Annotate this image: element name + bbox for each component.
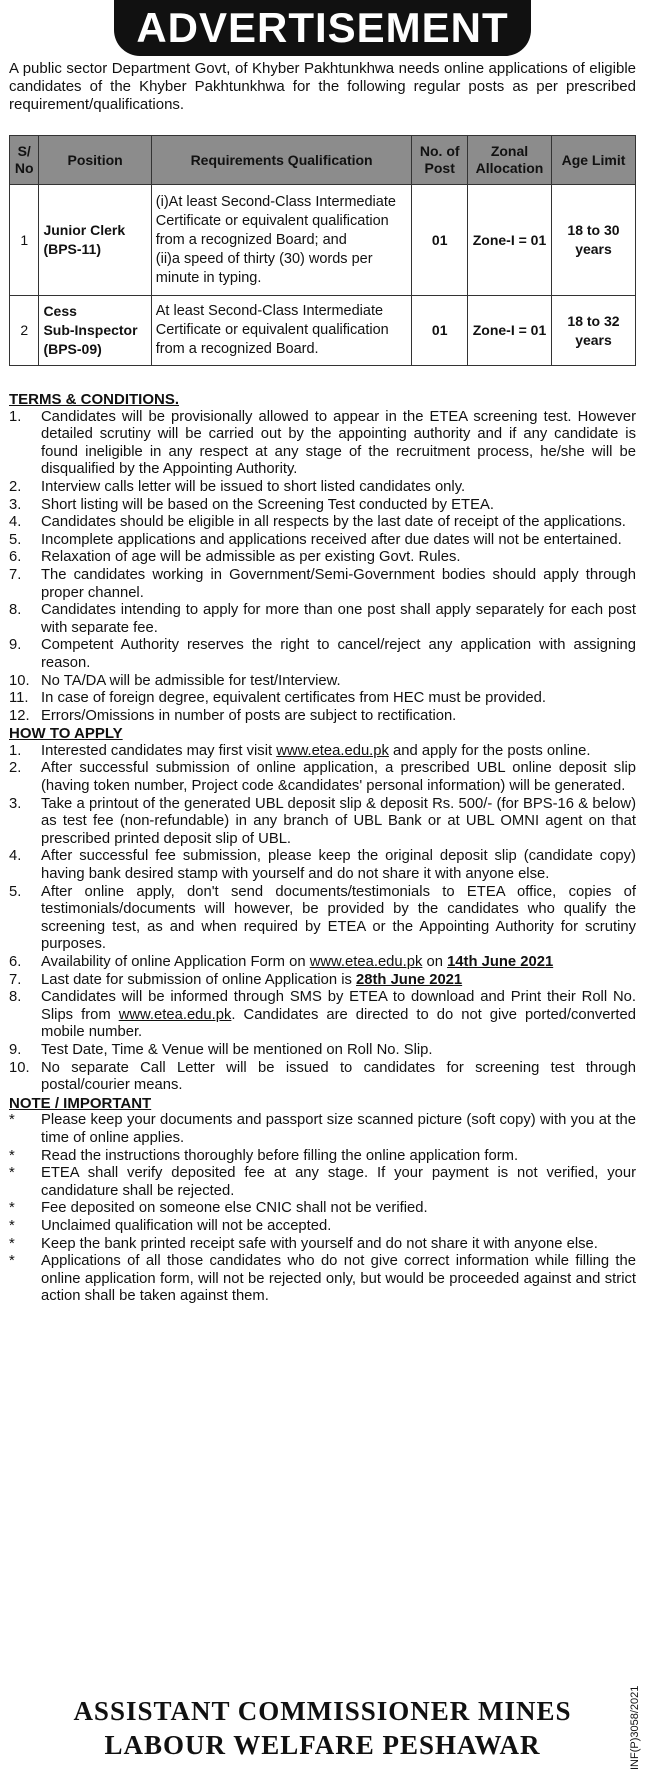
text-segment: . Candidates are directed to do not give ported/converted mobile number. xyxy=(41,1006,637,1041)
row-zonal: Zone-I = 01 xyxy=(468,296,552,366)
item-number: 1. xyxy=(9,408,22,425)
list-item xyxy=(9,479,636,497)
item-text: The candidates working in Government/Semi-Government bodies should apply through proper channel. xyxy=(41,566,636,601)
item-number: 4. xyxy=(9,514,22,531)
requirement-line: (ii)a speed of thirty (30) words per xyxy=(155,250,373,267)
requirement-line: from a recognized Board. xyxy=(155,341,319,357)
item-number: 8. xyxy=(9,602,22,619)
item-text: Competent Authority reserves the right to cancel/reject any application with assigning reason. xyxy=(41,637,636,671)
age-line: 18 to 30 xyxy=(567,222,620,238)
item-text: Applications of all those candidates who do not give correct information while filling the online application form, will not be rejected only, but would be proceeded against and strict action shall be taken against them. xyxy=(41,1253,636,1305)
item-number: 3. xyxy=(9,496,22,513)
age-line: years xyxy=(575,331,612,348)
item-text: Candidates intending to apply for more than one post shall apply separately for each post with separate fee. xyxy=(41,602,636,636)
header-posts: No. of Post xyxy=(412,136,468,185)
item-text: Test Date, Time & Venue will be mentioned on Roll No. Slip. xyxy=(41,1041,433,1058)
item-text: ETEA shall verify deposited fee at any stage. If your payment is not verified, your candidature shall be rejected. xyxy=(41,1165,636,1199)
item-number: 10. xyxy=(9,1059,30,1076)
item-number: 9. xyxy=(9,637,22,654)
issuer-line: LABOUR WELFARE PESHAWAR xyxy=(104,1730,541,1760)
posts-table xyxy=(9,135,636,366)
text-segment: Candidates will be informed through SMS by ETEA to download and Print their Roll No. Slips from xyxy=(41,989,636,1023)
list-item xyxy=(9,884,636,954)
item-text: In case of foreign degree, equivalent certificates from HEC must be provided. xyxy=(41,690,546,707)
list-item xyxy=(9,602,636,637)
item-number: 3. xyxy=(9,795,22,812)
list-item xyxy=(9,1236,636,1254)
item-number: 7. xyxy=(9,971,22,988)
note-heading: NOTE / IMPORTANT xyxy=(9,1094,152,1112)
position-line: Cess xyxy=(43,303,77,319)
bullet: * xyxy=(9,1200,15,1217)
item-text: No separate Call Letter will be issued to candidates for screening test through postal/courier means. xyxy=(41,1059,636,1094)
item-number: 12. xyxy=(9,707,30,724)
reference-text: INF(P)3058/2021 xyxy=(629,1685,641,1770)
requirement-line: Certificate or equivalent qualification xyxy=(155,212,389,229)
item-text: Candidates will be provisionally allowed to appear in the ETEA screening test. However detailed scrutiny will be carried out by the appointing authority and if any candidate is found ineligible in any respect at any stage of the recruitment process, he/she will be disqualified by the Appointing Authority. xyxy=(41,408,636,478)
header-age: Age Limit xyxy=(551,136,635,185)
item-text: Keep the bank printed receipt safe with yourself and do not share it with anyone else. xyxy=(41,1235,598,1252)
item-text: Errors/Omissions in number of posts are subject to rectification. xyxy=(41,707,457,724)
intro-paragraph: A public sector Department Govt, of Khyber Pakhtunkhwa needs online applications of eligible candidates of the Khyber Pakhtunkhwa for the following regular posts as per prescribed requirement/qualifications. xyxy=(9,60,636,113)
item-text xyxy=(41,743,636,761)
row-position xyxy=(39,296,151,366)
row-sno: 1 xyxy=(10,185,39,296)
item-number: 11. xyxy=(9,690,29,707)
text-segment: Last date for submission of online Application is xyxy=(41,971,357,988)
how-to-apply-heading: HOW TO APPLY xyxy=(9,725,123,743)
item-number: 6. xyxy=(9,549,22,566)
list-item xyxy=(9,1042,636,1060)
item-text xyxy=(41,989,636,1042)
issuer-line: ASSISTANT COMMISSIONER MINES xyxy=(73,1696,572,1726)
terms-list xyxy=(9,409,636,726)
list-item xyxy=(9,514,636,532)
terms-heading: TERMS & CONDITIONS. xyxy=(9,391,180,408)
list-item xyxy=(9,1165,636,1200)
etea-website-link[interactable]: www.etea.edu.pk xyxy=(276,742,389,759)
text-segment: Availability of online Application Form on xyxy=(41,954,310,970)
item-number: 2. xyxy=(9,478,22,495)
list-item xyxy=(9,549,636,567)
table-row xyxy=(10,296,636,366)
row-zonal: Zone-I = 01 xyxy=(468,185,552,296)
list-item xyxy=(9,760,636,795)
list-item xyxy=(9,409,636,479)
body-content xyxy=(9,391,636,1306)
note-list xyxy=(9,1112,636,1306)
row-position xyxy=(39,185,151,296)
list-item xyxy=(9,690,636,708)
last-date: 28th June 2021 xyxy=(356,971,463,988)
row-posts: 01 xyxy=(412,185,468,296)
how-to-apply-list xyxy=(9,743,636,1095)
position-line: (BPS-09) xyxy=(43,341,102,357)
item-number: 1. xyxy=(9,742,22,759)
item-number: 10. xyxy=(9,672,30,689)
item-number: 5. xyxy=(9,531,22,548)
item-text xyxy=(41,972,636,990)
bullet: * xyxy=(9,1217,15,1234)
item-text: Unclaimed qualification will not be accepted. xyxy=(41,1217,332,1234)
item-text: Incomplete applications and applications received after due dates will not be entertained. xyxy=(41,531,622,548)
list-item xyxy=(9,1060,636,1095)
item-text: Read the instructions thoroughly before filling the online application form. xyxy=(41,1147,519,1164)
list-item xyxy=(9,796,636,849)
item-number: 5. xyxy=(9,883,22,900)
requirement-line: At least Second-Class Intermediate xyxy=(155,303,384,319)
age-line: years xyxy=(575,241,612,257)
position-line: (BPS-11) xyxy=(43,241,102,257)
list-item xyxy=(9,497,636,515)
list-item xyxy=(9,1112,636,1147)
header-zonal: Zonal Allocation xyxy=(468,136,552,185)
list-item xyxy=(9,954,636,972)
list-item xyxy=(9,1253,636,1306)
requirement-line: from a recognized Board; and xyxy=(155,231,347,248)
text-segment: and apply for the posts online. xyxy=(388,742,591,759)
item-text: Interview calls letter will be issued to short listed candidates only. xyxy=(41,478,466,495)
item-text: After online apply, don't send documents/testimonials to ETEA office, copies of testimonials/documents will however, be provided by the candidates who qualify the screening test, as and when required by ETEA or the Appointing Authority for scrutiny purposes. xyxy=(41,883,636,953)
age-line: 18 to 32 xyxy=(567,312,620,329)
table-row xyxy=(10,185,636,296)
list-item xyxy=(9,1148,636,1166)
item-text: Please keep your documents and passport size scanned picture (soft copy) with you at the time of online applies. xyxy=(41,1112,636,1146)
requirement-line: (i)At least Second-Class Intermediate xyxy=(155,193,396,210)
bullet: * xyxy=(9,1147,15,1164)
item-text: Relaxation of age will be admissible as per existing Govt. Rules. xyxy=(41,549,461,566)
item-text: Candidates should be eligible in all respects by the last date of receipt of the applications. xyxy=(41,514,626,531)
availability-date: 14th June 2021 xyxy=(447,954,554,970)
issuer-signature-block xyxy=(0,1694,645,1762)
bullet: * xyxy=(9,1165,15,1182)
row-posts: 01 xyxy=(412,296,468,366)
header-sno: S/ No xyxy=(10,136,39,185)
list-item xyxy=(9,848,636,883)
item-number: 7. xyxy=(9,566,22,583)
row-age xyxy=(551,185,635,296)
list-item xyxy=(9,637,636,672)
item-text: Short listing will be based on the Screening Test conducted by ETEA. xyxy=(41,496,494,513)
list-item xyxy=(9,673,636,691)
row-requirements xyxy=(151,296,412,366)
item-number: 4. xyxy=(9,848,22,865)
list-item xyxy=(9,1218,636,1236)
reference-number xyxy=(629,1635,643,1770)
item-number: 2. xyxy=(9,760,22,777)
list-item xyxy=(9,1200,636,1218)
bullet: * xyxy=(9,1253,15,1270)
list-item xyxy=(9,532,636,550)
list-item xyxy=(9,708,636,726)
item-text: Fee deposited on someone else CNIC shall not be verified. xyxy=(41,1200,428,1217)
item-text: No TA/DA will be admissible for test/Interview. xyxy=(41,672,341,689)
list-item xyxy=(9,972,636,990)
etea-website-link[interactable]: www.etea.edu.pk xyxy=(309,954,423,970)
text-segment: Interested candidates may first visit xyxy=(41,742,277,759)
table-header-row xyxy=(10,136,636,185)
header-position: Position xyxy=(39,136,151,185)
row-age xyxy=(551,296,635,366)
list-item xyxy=(9,989,636,1042)
list-item xyxy=(9,567,636,602)
item-text: After successful fee submission, please keep the original deposit slip (candidate copy) having bank desired stamp with yourself and do not share it with anyone else. xyxy=(41,848,636,883)
header-requirements: Requirements Qualification xyxy=(151,136,412,185)
bullet: * xyxy=(9,1235,15,1252)
item-number: 6. xyxy=(9,954,22,970)
item-text: After successful submission of online application, a prescribed UBL online deposit slip (having token number, Project code &candidates' personal information) will be generated. xyxy=(41,760,636,795)
requirement-line: minute in typing. xyxy=(155,269,262,286)
item-text: Take a printout of the generated UBL deposit slip & deposit Rs. 500/- (for BPS-16 & below) as test fee (non-refundable) in any branch of UBL Bank or at UBL OMNI agent on that prescribed printed deposit slip of UBL. xyxy=(41,795,636,847)
position-line: Junior Clerk xyxy=(43,222,126,238)
item-text xyxy=(41,954,636,972)
list-item xyxy=(9,743,636,761)
item-number: 8. xyxy=(9,989,22,1006)
bullet: * xyxy=(9,1112,15,1129)
requirement-line: Certificate or equivalent qualification xyxy=(155,322,389,338)
item-number: 9. xyxy=(9,1041,22,1058)
header xyxy=(0,0,645,56)
position-line: Sub-Inspector xyxy=(43,322,138,338)
row-requirements xyxy=(151,185,412,296)
etea-website-link[interactable]: www.etea.edu.pk xyxy=(118,1006,232,1023)
page-title: ADVERTISEMENT xyxy=(114,0,530,56)
row-sno: 2 xyxy=(10,296,39,366)
text-segment: on xyxy=(422,954,448,970)
